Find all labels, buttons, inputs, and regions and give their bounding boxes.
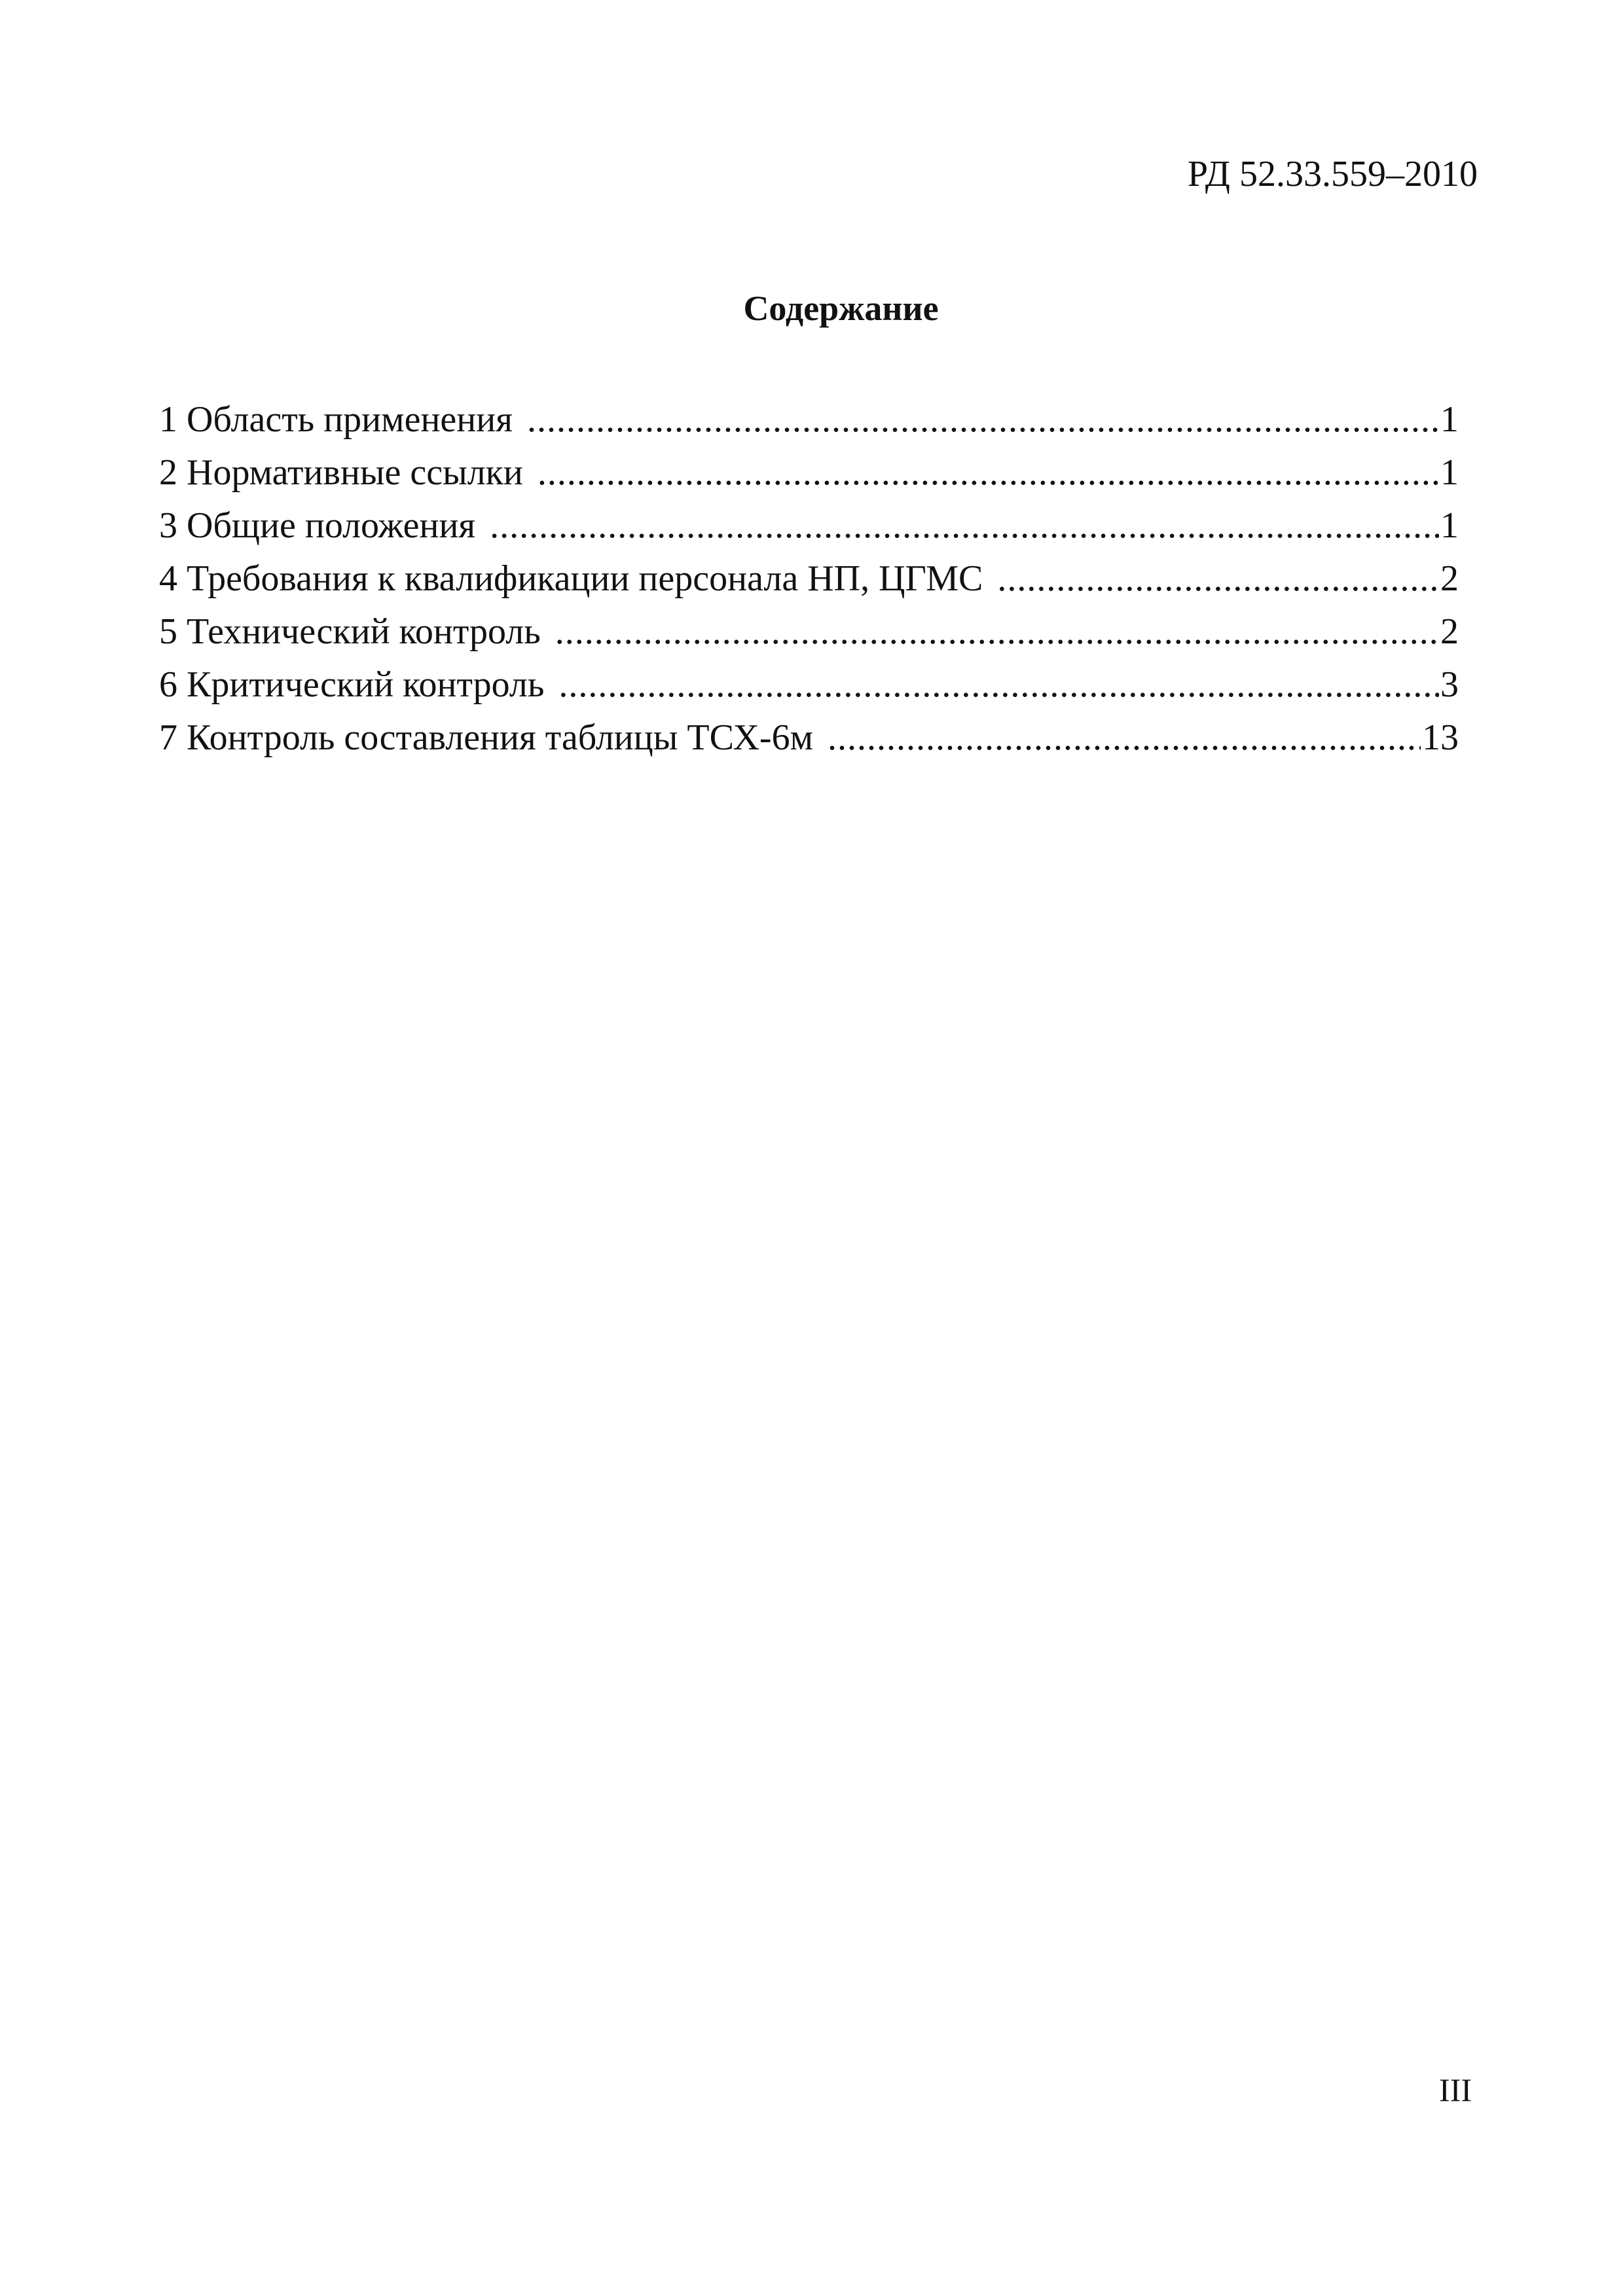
toc-entry-label: 6 Критический контроль [159,664,545,705]
toc-dot-leader [527,393,1439,446]
toc-entry-page: 1 [1440,505,1459,546]
toc-entry[interactable] [159,711,1459,764]
toc-entry-page: 1 [1440,399,1459,440]
toc-entry-label: 1 Область применения [159,399,513,440]
toc-entry[interactable] [159,393,1459,446]
toc-entry-page: 13 [1422,717,1459,758]
toc-dot-leader [555,605,1439,658]
toc-entry-page: 3 [1440,664,1459,705]
toc-dot-leader [558,658,1439,711]
toc-dot-leader [490,499,1439,552]
toc-entry[interactable] [159,605,1459,658]
toc-entry-page: 2 [1440,611,1459,652]
toc-entry-page: 1 [1440,452,1459,493]
toc-entry-label: 2 Нормативные ссылки [159,452,523,493]
toc-entry[interactable] [159,552,1459,605]
toc-title: Содержание [743,289,939,328]
table-of-contents [159,393,1459,764]
page-number: III [1439,2072,1472,2108]
toc-entry[interactable] [159,446,1459,499]
toc-entry-label: 7 Контроль составления таблицы ТСХ-6м [159,717,814,758]
document-code: РД 52.33.559–2010 [1187,154,1478,194]
toc-entry-label: 3 Общие положения [159,505,476,546]
toc-entry-label: 4 Требования к квалификации персонала НП, ЦГМС [159,558,983,599]
toc-entry[interactable] [159,658,1459,711]
toc-dot-leader [997,552,1439,605]
toc-entry-page: 2 [1440,558,1459,599]
toc-entry[interactable] [159,499,1459,552]
toc-dot-leader [828,711,1421,764]
toc-entry-label: 5 Технический контроль [159,611,541,652]
toc-dot-leader [538,446,1439,499]
